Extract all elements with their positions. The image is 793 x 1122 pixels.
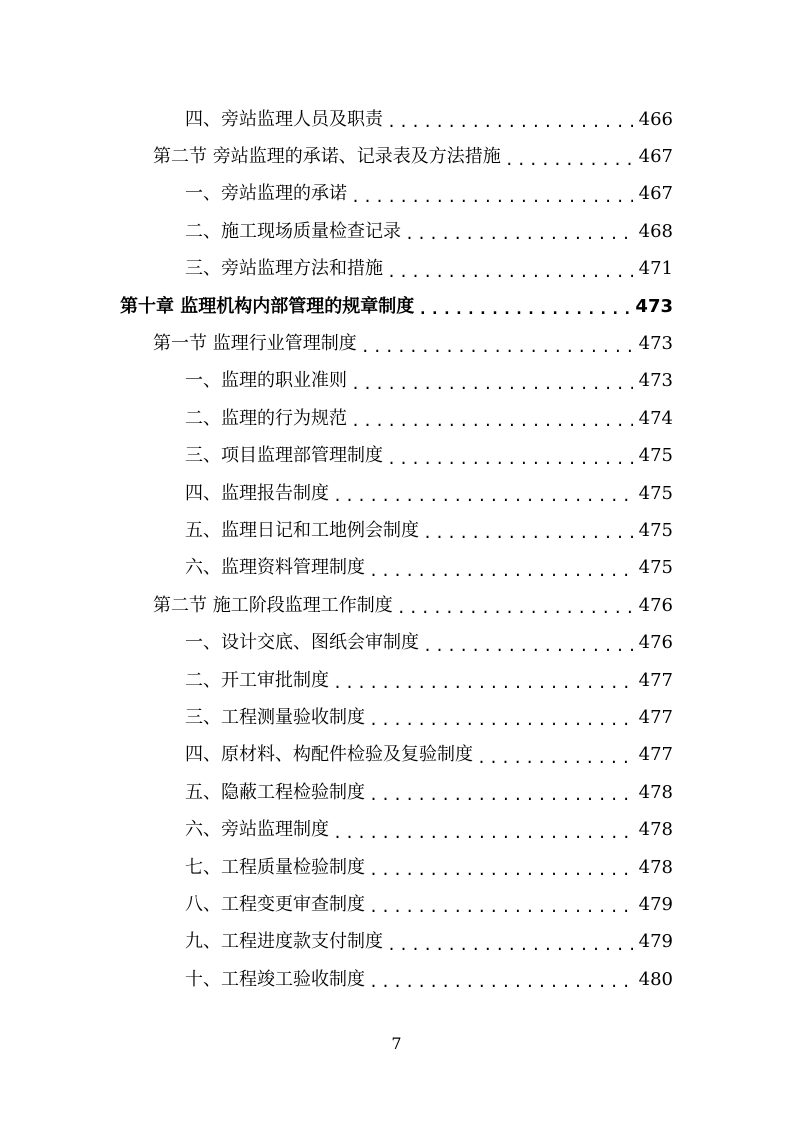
toc-entry-page-number: 477 (638, 744, 673, 766)
toc-entry-title: 一、监理的职业准则 (185, 370, 347, 392)
toc-entry-title: 六、监理资料管理制度 (185, 557, 365, 579)
toc-leader-dots (361, 340, 633, 355)
toc-entry-title: 一、旁站监理的承诺 (185, 183, 347, 205)
toc-entry-title: 八、工程变更审查制度 (185, 893, 365, 915)
toc-entry-title: 三、工程测量验收制度 (185, 706, 365, 728)
toc-entry-title: 四、监理报告制度 (185, 482, 329, 504)
toc-entry-title: 六、旁站监理制度 (185, 819, 329, 841)
toc-leader-dots (351, 190, 633, 205)
toc-leader-dots (387, 265, 633, 280)
toc-entry-page-number: 466 (638, 108, 673, 130)
toc-section-entry[interactable] (0, 325, 793, 362)
toc-entry-title: 第一节 监理行业管理制度 (153, 333, 357, 355)
toc-entry-title: 第十章 监理机构内部管理的规章制度 (120, 295, 415, 317)
toc-entry-page-number: 471 (638, 258, 673, 280)
toc-entry-title: 二、施工现场质量检查记录 (185, 220, 401, 242)
toc-entry-page-number: 478 (638, 856, 673, 878)
toc-item-entry[interactable] (0, 924, 793, 961)
toc-entry-page-number: 475 (638, 482, 673, 504)
toc-leader-dots (387, 938, 633, 953)
toc-leader-dots (397, 601, 633, 616)
toc-entry-page-number: 473 (638, 370, 673, 392)
toc-item-entry[interactable] (0, 101, 793, 138)
toc-leader-dots (369, 900, 633, 915)
toc-item-entry[interactable] (0, 774, 793, 811)
toc-item-entry[interactable] (0, 213, 793, 250)
toc-entry-title: 五、隐蔽工程检验制度 (185, 781, 365, 803)
toc-entry-title: 二、开工审批制度 (185, 669, 329, 691)
toc-leader-dots (369, 788, 633, 803)
toc-entry-title: 九、工程进度款支付制度 (185, 931, 383, 953)
toc-entry-title: 第二节 旁站监理的承诺、记录表及方法措施 (153, 146, 501, 168)
toc-entry-page-number: 475 (638, 557, 673, 579)
toc-entry-page-number: 473 (638, 333, 673, 355)
toc-item-entry[interactable] (0, 624, 793, 661)
toc-item-entry[interactable] (0, 961, 793, 998)
toc-section-entry[interactable] (0, 587, 793, 624)
toc-item-entry[interactable] (0, 251, 793, 288)
toc-entry-title: 第二节 施工阶段监理工作制度 (153, 594, 393, 616)
toc-item-entry[interactable] (0, 550, 793, 587)
page-number: 7 (391, 1034, 402, 1053)
toc-entry-title: 五、监理日记和工地例会制度 (185, 519, 419, 541)
toc-leader-dots (333, 826, 633, 841)
toc-leader-dots (333, 489, 633, 504)
toc-entry-page-number: 468 (638, 220, 673, 242)
toc-entry-page-number: 479 (638, 893, 673, 915)
toc-entry-page-number: 474 (638, 407, 673, 429)
toc-entry-page-number: 480 (638, 968, 673, 990)
toc-item-entry[interactable] (0, 811, 793, 848)
toc-entry-page-number: 467 (638, 146, 673, 168)
toc-item-entry[interactable] (0, 512, 793, 549)
toc-entry-page-number: 479 (638, 931, 673, 953)
toc-entry-page-number: 476 (638, 632, 673, 654)
toc-item-entry[interactable] (0, 662, 793, 699)
toc-leader-dots (369, 975, 633, 990)
toc-entry-page-number: 475 (638, 445, 673, 467)
toc-item-entry[interactable] (0, 886, 793, 923)
toc-leader-dots (351, 377, 633, 392)
toc-entry-page-number: 477 (638, 706, 673, 728)
toc-entry-title: 一、设计交底、图纸会审制度 (185, 632, 419, 654)
toc-leader-dots (351, 414, 633, 429)
toc-leader-dots (505, 153, 633, 168)
toc-section-entry[interactable] (0, 138, 793, 175)
toc-entry-title: 三、旁站监理方法和措施 (185, 258, 383, 280)
toc-item-entry[interactable] (0, 363, 793, 400)
toc-leader-dots (423, 639, 633, 654)
toc-entry-title: 二、监理的行为规范 (185, 407, 347, 429)
toc-entry-title: 三、项目监理部管理制度 (185, 445, 383, 467)
toc-item-entry[interactable] (0, 400, 793, 437)
toc-leader-dots (369, 863, 633, 878)
toc-entry-page-number: 475 (638, 519, 673, 541)
toc-item-entry[interactable] (0, 737, 793, 774)
toc-entry-title: 十、工程竣工验收制度 (185, 968, 365, 990)
toc-leader-dots (387, 452, 633, 467)
toc-entry-title: 七、工程质量检验制度 (185, 856, 365, 878)
table-of-contents (0, 101, 793, 998)
toc-entry-page-number: 477 (638, 669, 673, 691)
toc-leader-dots (477, 751, 633, 766)
toc-leader-dots (405, 227, 633, 242)
toc-leader-dots (369, 713, 633, 728)
toc-leader-dots (369, 564, 633, 579)
toc-entry-page-number: 473 (635, 295, 673, 317)
toc-item-entry[interactable] (0, 699, 793, 736)
toc-entry-title: 四、原材料、构配件检验及复验制度 (185, 744, 473, 766)
toc-leader-dots (418, 302, 629, 317)
toc-entry-page-number: 467 (638, 183, 673, 205)
toc-item-entry[interactable] (0, 438, 793, 475)
toc-leader-dots (423, 526, 633, 541)
toc-item-entry[interactable] (0, 849, 793, 886)
toc-chapter-entry[interactable] (0, 288, 793, 325)
toc-entry-title: 四、旁站监理人员及职责 (185, 108, 383, 130)
toc-entry-page-number: 478 (638, 781, 673, 803)
toc-entry-page-number: 476 (638, 594, 673, 616)
toc-leader-dots (387, 115, 633, 130)
toc-entry-page-number: 478 (638, 819, 673, 841)
toc-item-entry[interactable] (0, 176, 793, 213)
toc-leader-dots (333, 676, 633, 691)
toc-item-entry[interactable] (0, 475, 793, 512)
